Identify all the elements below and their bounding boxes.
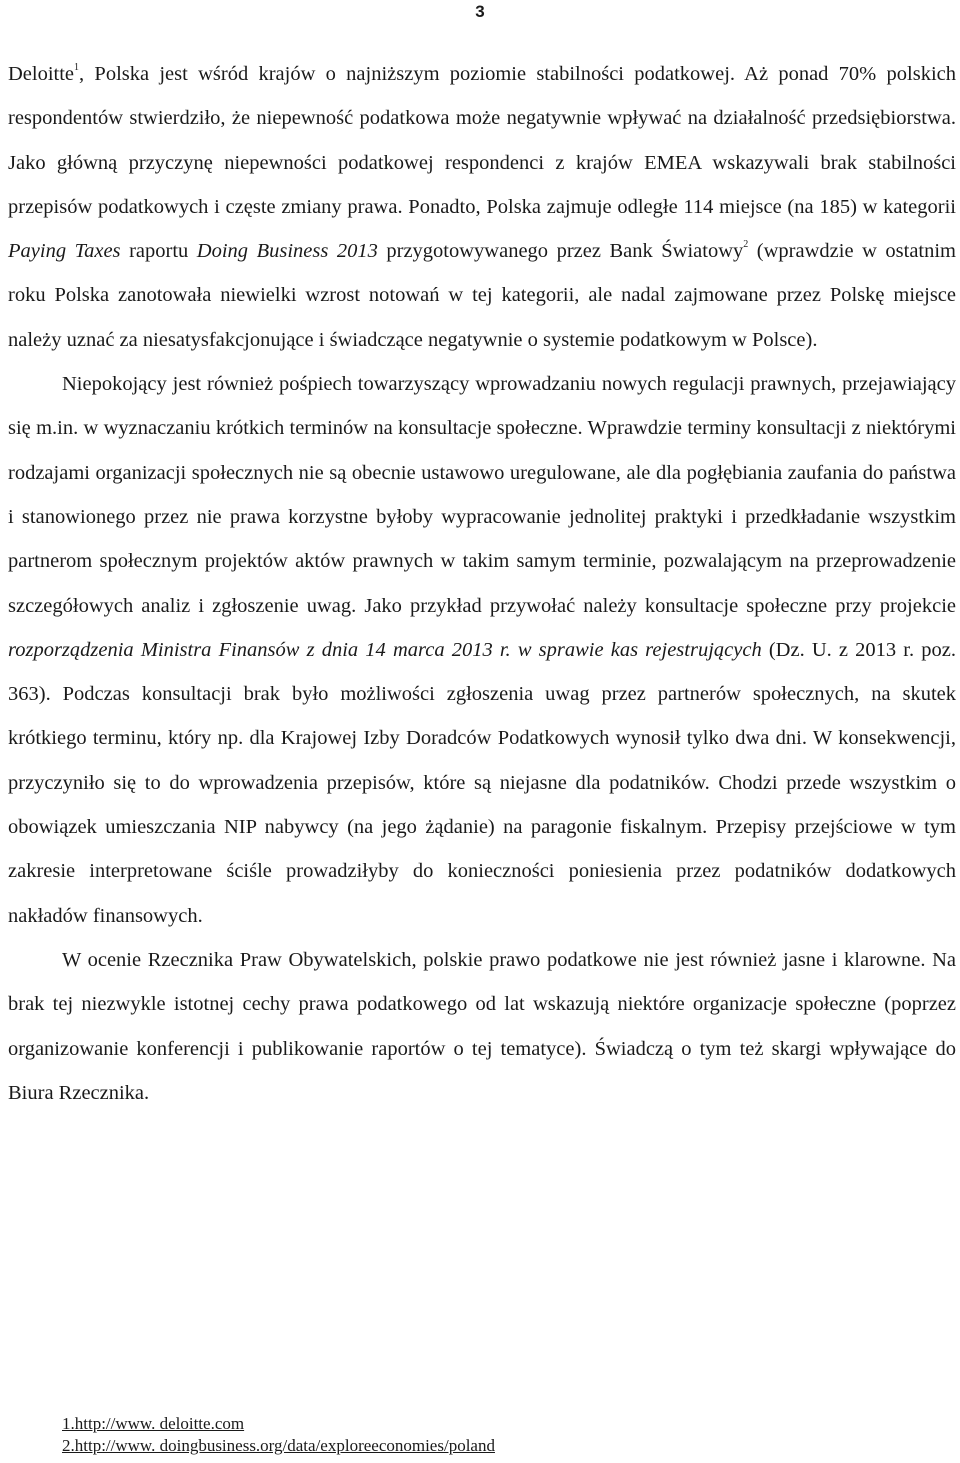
text-run: Niepokojący jest również pośpiech towarzyszący wprowadzaniu nowych regulacji prawnych, przejawiający się m.in. w wyznaczaniu krótkich terminów na konsultacje społeczne. Wprawdzie terminy konsultacji z niektórymi rodzajami organizacji społecznych nie są obecnie ustawowo uregulowane, ale dla pogłębiania zaufania do państwa i stanowionego przez nie prawa korzystne byłoby wypracowanie jednolitej praktyki i przedkładanie wszystkim partnerom społecznym projektów aktów prawnych w takim samym terminie, pozwalającym na przeprowadzenie szczegółowych analiz i zgłoszenie uwag. Jako przykład przywołać należy konsultacje społeczne przy projekcie <box>8 373 956 617</box>
text-run: raportu <box>120 240 197 263</box>
text-run: (Dz. U. z 2013 r. poz. 363). Podczas konsultacji brak było możliwości zgłoszenia uwag przez partnerów społecznych, na skutek krótkiego terminu, który np. dla Krajowej Izby Doradców Podatkowych wynosił tylko dwa dni. W konsekwencji, przyczyniło się to do wprowadzenia przepisów, które są niejasne dla podatników. Chodzi przede wszystkim o obowiązek umieszczania NIP nabywcy (na jego żądanie) na paragonie fiskalnym. Przepisy przejściowe w tym zakresie interpretowane ściśle prowadziłyby do konieczności poniesienia przez podatników dodatkowych nakładów finansowych. <box>8 638 956 927</box>
text-run: , Polska jest wśród krajów o najniższym poziomie stabilności podatkowej. Aż ponad 70% polskich respondentów stwierdziło, że niepewność podatkowa może negatywnie wpływać na działalność przedsiębiorstwa. Jako główną przyczynę niepewności podatkowej respondenci z krajów EMEA wskazywali brak stabilności przepisów podatkowych i częste zmiany prawa. Ponadto, Polska zajmuje odległe 114 miejsce (na 185) w kategorii <box>8 63 956 218</box>
paragraph-tax-stability <box>8 52 956 362</box>
footnote-ref-1[interactable]: 1 <box>74 62 80 73</box>
paragraph-consultations <box>8 362 956 938</box>
footnotes <box>62 1413 495 1457</box>
text-run: przygotowywanego przez Bank Światowy <box>377 240 744 263</box>
italic-paying-taxes: Paying Taxes <box>8 240 121 263</box>
text-run: W ocenie Rzecznika Praw Obywatelskich, polskie prawo podatkowe nie jest również jasne i klarowne. Na brak tej niezwykle istotnej cechy prawa podatkowego od lat wskazują niektóre organizacje społeczne (poprzez organizowanie konferencji i publikowanie raportów o tej tematyce). Świadczą o tym też skargi wpływające do Biura Rzecznika. <box>8 948 956 1104</box>
paragraph-ombudsman <box>8 938 956 1115</box>
page-number: 3 <box>475 2 485 21</box>
italic-doing-business: Doing Business 2013 <box>196 240 378 263</box>
footnote-ref-2[interactable]: 2 <box>743 239 749 251</box>
document-body <box>8 52 956 1115</box>
text-run: Deloitte <box>8 63 75 85</box>
text-run: (wprawdzie w ostatnim roku Polska zanotowała niewielki wzrost notowań w tej kategorii, ale nadal zajmowane przez Polskę miejsce należy uznać za niesatysfakcjonujące i świadczące negatywnie o systemie podatkowym w Polsce). <box>8 240 957 351</box>
footnote-1-link[interactable]: 1.http://www. deloitte.com <box>62 1414 245 1433</box>
footnote-2-link[interactable]: 2.http://www. doingbusiness.org/data/exploreeconomies/poland <box>62 1436 495 1455</box>
italic-regulation-title: rozporządzenia Ministra Finansów z dnia 14 marca 2013 r. w sprawie kas rejestrujących <box>8 638 762 661</box>
